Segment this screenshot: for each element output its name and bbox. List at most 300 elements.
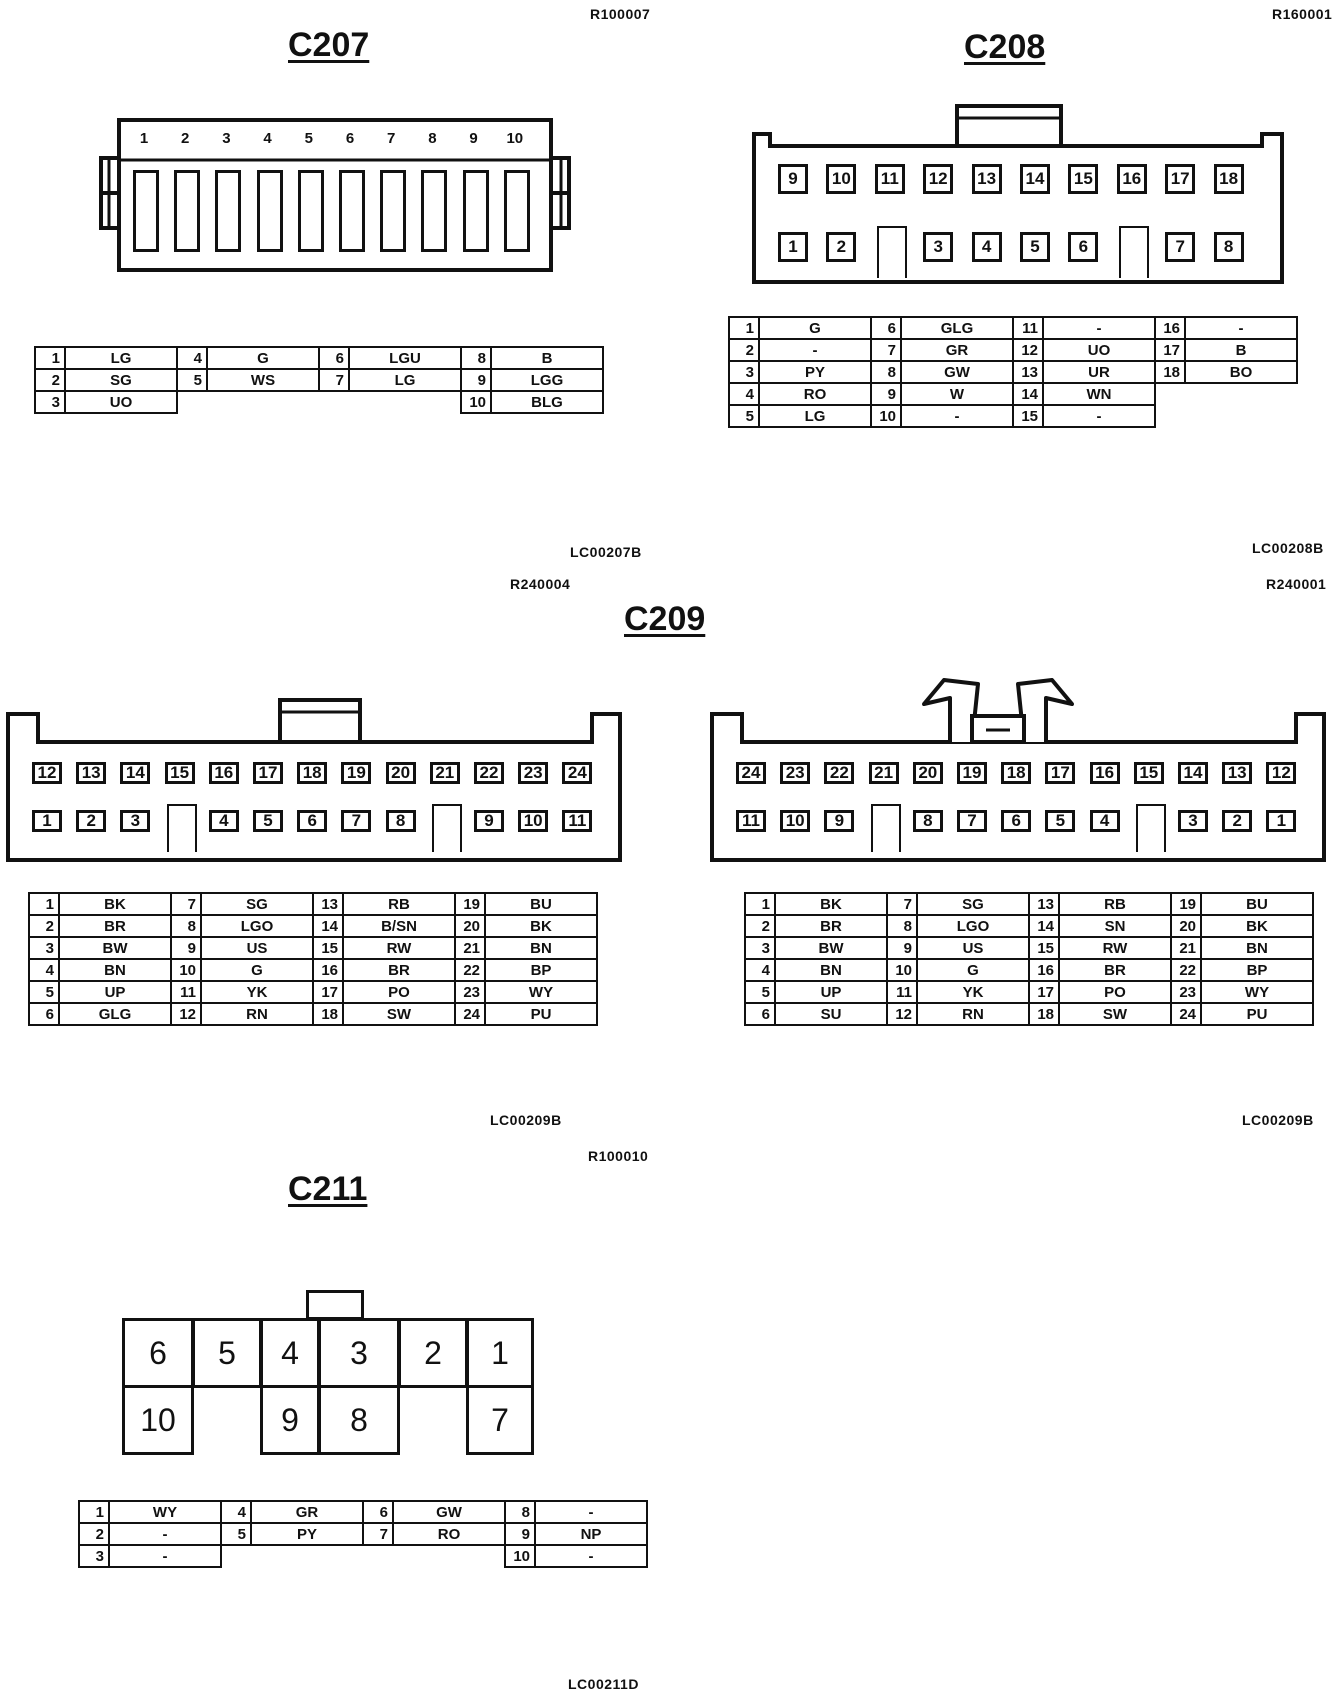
c207-pin-number: 7 <box>387 130 396 147</box>
c209-right-bottom-pin <box>736 810 766 832</box>
c209-right-top-pin-number: 15 <box>1136 764 1162 782</box>
c209-right-bottom-pin-number: 5 <box>1047 812 1073 830</box>
c207-pin-cell: 8 <box>461 347 491 369</box>
c209-right-top-pin-number: 17 <box>1047 764 1073 782</box>
c209-right-top-pin <box>1134 762 1164 784</box>
c207-pin-number: 9 <box>469 130 478 147</box>
c211-color-cell: NP <box>535 1523 647 1545</box>
c209-left-top-pin-number: 16 <box>211 764 237 782</box>
c207-slot <box>380 170 406 252</box>
c209-right-top-pin <box>780 762 810 784</box>
c207-pin-cell: 10 <box>461 391 491 413</box>
c209-left-top-pin <box>76 762 106 784</box>
c209-left-top-pin <box>474 762 504 784</box>
c208-pin-cell: 2 <box>729 339 759 361</box>
c207-pin-table <box>34 346 604 414</box>
c209-left-color-cell: BN <box>485 937 597 959</box>
c209-left-bottom-pin <box>120 810 150 832</box>
c207-pin-number: 6 <box>345 130 355 147</box>
c211-ref-bottom: LC00211D <box>568 1676 639 1692</box>
c208-bottom-pin <box>826 232 856 262</box>
c209-right-pin-table <box>744 892 1314 1026</box>
c209-left-pin-cell: 6 <box>29 1003 59 1025</box>
c207-connector <box>95 118 575 278</box>
c209-right-color-cell: SU <box>775 1003 887 1025</box>
c209-right-pin-cell: 5 <box>745 981 775 1003</box>
c209-left-color-cell: BN <box>59 959 171 981</box>
c208-color-cell: WN <box>1043 383 1155 405</box>
c208-ref-bottom: LC00208B <box>1252 540 1324 556</box>
c209-right-color-cell: BR <box>775 915 887 937</box>
c208-pin-cell: 18 <box>1155 361 1185 383</box>
c209-right-color-cell: SN <box>1059 915 1171 937</box>
c209-right-pin-cell: 17 <box>1029 981 1059 1003</box>
c211-pin-number: 4 <box>281 1334 299 1371</box>
c209-left-pin-table <box>28 892 598 1026</box>
c208-bottom-pin-number: 8 <box>1216 234 1242 260</box>
c209-left-pin-cell: 16 <box>313 959 343 981</box>
c207-row <box>35 369 603 391</box>
c208-top-pin-number: 13 <box>974 166 1000 192</box>
c207-color-cell <box>349 391 461 413</box>
c208-top-pin <box>1117 164 1147 194</box>
c211-pin-cell: 2 <box>79 1523 109 1545</box>
c209-right-top-pin <box>824 762 854 784</box>
c207-color-cell: BLG <box>491 391 603 413</box>
c211-pin <box>466 1385 534 1455</box>
c208-bottom-pin <box>972 232 1002 262</box>
c211-color-cell: RO <box>393 1523 505 1545</box>
c209-right-bottom-pin-number: 4 <box>1092 812 1118 830</box>
c211-pin <box>122 1385 194 1455</box>
c209-right-pin-cell: 18 <box>1029 1003 1059 1025</box>
c209-left-pin-cell: 15 <box>313 937 343 959</box>
c209-left-top-pin <box>209 762 239 784</box>
c208-pin-cell <box>1155 405 1185 427</box>
c209-right-pin-cell: 24 <box>1171 1003 1201 1025</box>
c209-right-top-pin-number: 21 <box>871 764 897 782</box>
c209-left-pin-cell: 13 <box>313 893 343 915</box>
c209-left-pin-cell: 12 <box>171 1003 201 1025</box>
c207-pin-number: 8 <box>428 130 437 147</box>
c211-pin <box>318 1318 400 1388</box>
c209-right-top-pin-number: 24 <box>738 764 764 782</box>
c207-slot <box>174 170 200 252</box>
c209-left-bottom-pin <box>297 810 327 832</box>
c209-right-color-cell: BN <box>1201 937 1313 959</box>
c209-left-color-cell: SW <box>343 1003 455 1025</box>
c211-pin <box>260 1318 320 1388</box>
c211-pin-table <box>78 1500 648 1568</box>
c211-pin-cell: 6 <box>363 1501 393 1523</box>
c209-left-top-pin <box>120 762 150 784</box>
c209-left-row <box>29 959 597 981</box>
c209-left-bottom-pin <box>253 810 283 832</box>
c209-right-pin-cell: 21 <box>1171 937 1201 959</box>
c209-right-color-cell: RB <box>1059 893 1171 915</box>
c208-pin-cell: 14 <box>1013 383 1043 405</box>
c209-right-top-pin <box>736 762 766 784</box>
c209-right-bottom-pin-number: 8 <box>915 812 941 830</box>
c207-pin-cell <box>177 391 207 413</box>
c209-right-pin-cell: 13 <box>1029 893 1059 915</box>
c209-left-bottom-pin <box>562 810 592 832</box>
c208-bottom-pin-number: 3 <box>925 234 951 260</box>
c209-right-pin-cell: 3 <box>745 937 775 959</box>
c209-left-pin-cell: 17 <box>313 981 343 1003</box>
c207-slot <box>257 170 283 252</box>
c209-left-top-pin-number: 15 <box>167 764 193 782</box>
c208-color-cell <box>1185 405 1297 427</box>
c209-right-bottom-pin <box>1001 810 1031 832</box>
c209-left-color-cell: SG <box>201 893 313 915</box>
c209-right-top-pin-number: 14 <box>1180 764 1206 782</box>
c209-left-top-pin <box>165 762 195 784</box>
c208-bottom-keyway <box>1119 226 1149 278</box>
c209-left-top-pin <box>562 762 592 784</box>
c208-color-cell: B <box>1185 339 1297 361</box>
c209-right-bottom-pin-number: 7 <box>959 812 985 830</box>
c208-pin-cell: 17 <box>1155 339 1185 361</box>
c209-left-bottom-keyway <box>432 804 462 852</box>
c209-left-color-cell: RB <box>343 893 455 915</box>
c211-connector <box>122 1290 542 1460</box>
c209-right-top-pin-number: 16 <box>1092 764 1118 782</box>
c209-right-color-cell: BW <box>775 937 887 959</box>
c209-left-bottom-pin <box>386 810 416 832</box>
c208-pin-cell: 16 <box>1155 317 1185 339</box>
c211-pin-number: 3 <box>350 1334 368 1371</box>
c208-top-pin-number: 14 <box>1022 166 1048 192</box>
c209-left-row <box>29 981 597 1003</box>
c209-left-bottom-pin-number: 5 <box>255 812 281 830</box>
c209-right-bottom-keyway <box>871 804 901 852</box>
c209-left-top-pin-number: 17 <box>255 764 281 782</box>
c211-row <box>79 1501 647 1523</box>
c208-top-pin-number: 10 <box>828 166 854 192</box>
c209-left-row <box>29 893 597 915</box>
c207-ref-bottom: LC00207B <box>570 544 642 560</box>
c211-pin-cell: 5 <box>221 1523 251 1545</box>
c209-left-ref-bottom: LC00209B <box>490 1112 562 1128</box>
c211-pin-cell: 9 <box>505 1523 535 1545</box>
c211-color-cell: PY <box>251 1523 363 1545</box>
c209-left-color-cell: PU <box>485 1003 597 1025</box>
c209-left-pin-cell: 10 <box>171 959 201 981</box>
c209-left-bottom-pin-number: 4 <box>211 812 237 830</box>
c207-slot <box>339 170 365 252</box>
c209-left-pin-cell: 20 <box>455 915 485 937</box>
c209-right-bottom-pin <box>913 810 943 832</box>
c209-right-color-cell: UP <box>775 981 887 1003</box>
c208-color-cell: G <box>759 317 871 339</box>
c209-left-pin-cell: 22 <box>455 959 485 981</box>
c209-left-top-pin <box>32 762 62 784</box>
c208-top-pin <box>972 164 1002 194</box>
c209-left-top-pin <box>341 762 371 784</box>
c208-color-cell: LG <box>759 405 871 427</box>
c208-bottom-pin <box>778 232 808 262</box>
c208-color-cell: - <box>759 339 871 361</box>
c208-top-pin <box>1165 164 1195 194</box>
c209-right-color-cell: SW <box>1059 1003 1171 1025</box>
c208-pin-cell: 6 <box>871 317 901 339</box>
c208-row <box>729 405 1297 427</box>
c208-bottom-pin-number: 2 <box>828 234 854 260</box>
c208-color-cell: - <box>1043 405 1155 427</box>
c209-right-bottom-pin <box>1222 810 1252 832</box>
c209-right-ref-top: R240001 <box>1266 576 1327 592</box>
c208-top-pin <box>1214 164 1244 194</box>
c209-left-color-cell: US <box>201 937 313 959</box>
c209-right-color-cell: BN <box>775 959 887 981</box>
c208-bottom-keyway <box>877 226 907 278</box>
c208-color-cell: - <box>1185 317 1297 339</box>
c208-row <box>729 361 1297 383</box>
c209-right-pin-cell: 10 <box>887 959 917 981</box>
c211-pin <box>466 1318 534 1388</box>
c208-color-cell: GW <box>901 361 1013 383</box>
c211-color-cell: GW <box>393 1501 505 1523</box>
c207-pin-cell: 5 <box>177 369 207 391</box>
c211-pin-number: 5 <box>218 1334 236 1371</box>
c209-right-top-pin-number: 19 <box>959 764 985 782</box>
c211-row <box>79 1523 647 1545</box>
c209-left-pin-cell: 24 <box>455 1003 485 1025</box>
c208-color-cell: PY <box>759 361 871 383</box>
c208-pin-cell <box>1155 383 1185 405</box>
c209-right-color-cell: SG <box>917 893 1029 915</box>
c211-pin <box>122 1318 194 1388</box>
c209-left-bottom-pin <box>518 810 548 832</box>
c209-right-pin-cell: 23 <box>1171 981 1201 1003</box>
c209-left-pin-cell: 21 <box>455 937 485 959</box>
c209-left-color-cell: G <box>201 959 313 981</box>
c208-pin-cell: 10 <box>871 405 901 427</box>
c211-color-cell <box>393 1545 505 1567</box>
c209-left-top-pin-number: 14 <box>122 764 148 782</box>
c209-right-top-pin <box>1090 762 1120 784</box>
c209-left-pin-cell: 14 <box>313 915 343 937</box>
c209-left-top-pin <box>430 762 460 784</box>
c209-left-pin-cell: 7 <box>171 893 201 915</box>
c209-left-color-cell: BR <box>59 915 171 937</box>
c211-pin-cell: 1 <box>79 1501 109 1523</box>
c209-right-pin-cell: 16 <box>1029 959 1059 981</box>
c209-left-pin-cell: 9 <box>171 937 201 959</box>
c207-pin-cell: 6 <box>319 347 349 369</box>
c208-color-cell: BO <box>1185 361 1297 383</box>
c211-color-cell: - <box>109 1523 221 1545</box>
c209-left-top-pin <box>253 762 283 784</box>
c209-left-bottom-pin-number: 11 <box>564 812 590 830</box>
c209-left-ref-top: R240004 <box>510 576 571 592</box>
c211-color-cell: - <box>535 1501 647 1523</box>
c209-right-top-pin <box>1001 762 1031 784</box>
c211-row <box>79 1545 647 1567</box>
c209-right-top-pin-number: 20 <box>915 764 941 782</box>
c209-left-color-cell: BU <box>485 893 597 915</box>
c208-bottom-pin <box>1165 232 1195 262</box>
c209-left-color-cell: BR <box>343 959 455 981</box>
c209-right-ref-bottom: LC00209B <box>1242 1112 1314 1128</box>
c209-right-pin-cell: 1 <box>745 893 775 915</box>
c209-right-color-cell: YK <box>917 981 1029 1003</box>
c207-color-cell: G <box>207 347 319 369</box>
c208-top-pin-number: 15 <box>1070 166 1096 192</box>
c208-title: C208 <box>964 28 1046 66</box>
c209-left-top-pin-number: 18 <box>299 764 325 782</box>
c208-connector <box>752 104 1286 286</box>
c209-title: C209 <box>624 600 706 638</box>
c209-right-color-cell: PU <box>1201 1003 1313 1025</box>
c208-pin-cell: 9 <box>871 383 901 405</box>
c209-left-top-pin <box>386 762 416 784</box>
c209-left-color-cell: GLG <box>59 1003 171 1025</box>
c207-color-cell: LGG <box>491 369 603 391</box>
c211-pin-number: 9 <box>281 1401 299 1438</box>
c208-top-pin <box>923 164 953 194</box>
c209-right-top-pin <box>869 762 899 784</box>
c208-bottom-pin-number: 4 <box>974 234 1000 260</box>
c207-slot <box>421 170 447 252</box>
c209-left-color-cell: BW <box>59 937 171 959</box>
c209-left-color-cell: B/SN <box>343 915 455 937</box>
c207-color-cell: B <box>491 347 603 369</box>
c208-pin-cell: 4 <box>729 383 759 405</box>
c211-color-cell: GR <box>251 1501 363 1523</box>
c209-left-color-cell: RN <box>201 1003 313 1025</box>
c209-left-bottom-pin <box>209 810 239 832</box>
c208-bottom-pin-number: 6 <box>1070 234 1096 260</box>
c208-top-pin-number: 9 <box>780 166 806 192</box>
c209-right-bottom-pin-number: 2 <box>1224 812 1250 830</box>
c211-pin-cell: 7 <box>363 1523 393 1545</box>
c209-left-pin-cell: 23 <box>455 981 485 1003</box>
c207-slot <box>504 170 530 252</box>
c208-pin-cell: 8 <box>871 361 901 383</box>
c208-color-cell: - <box>901 405 1013 427</box>
c211-color-cell: - <box>535 1545 647 1567</box>
c208-row <box>729 317 1297 339</box>
c208-bottom-pin-number: 7 <box>1167 234 1193 260</box>
c208-top-pin <box>826 164 856 194</box>
c209-left-bottom-pin-number: 7 <box>343 812 369 830</box>
c207-slot <box>298 170 324 252</box>
c209-left-color-cell: BP <box>485 959 597 981</box>
c208-top-pin-number: 18 <box>1216 166 1242 192</box>
c208-bottom-pin <box>1214 232 1244 262</box>
c211-ref-top: R100010 <box>588 1148 649 1164</box>
c209-right-pin-cell: 19 <box>1171 893 1201 915</box>
c209-right-bottom-pin <box>824 810 854 832</box>
c211-pin-cell: 3 <box>79 1545 109 1567</box>
c209-right-row <box>745 937 1313 959</box>
c209-left-row <box>29 1003 597 1025</box>
c209-left-pin-cell: 4 <box>29 959 59 981</box>
c211-pin <box>318 1385 400 1455</box>
c207-color-cell: LG <box>65 347 177 369</box>
c209-left-pin-cell: 1 <box>29 893 59 915</box>
c209-right-row <box>745 915 1313 937</box>
c207-pin-cell: 4 <box>177 347 207 369</box>
c207-color-cell <box>207 391 319 413</box>
c209-left-top-pin <box>518 762 548 784</box>
c207-pin-number: 4 <box>263 130 272 147</box>
c208-color-cell: UO <box>1043 339 1155 361</box>
c209-right-bottom-pin-number: 9 <box>826 812 852 830</box>
c209-left-color-cell: BK <box>485 915 597 937</box>
c209-right-bottom-pin-number: 1 <box>1268 812 1294 830</box>
c207-ref-top: R100007 <box>590 6 651 22</box>
c209-left-pin-cell: 8 <box>171 915 201 937</box>
c209-left-bottom-pin <box>341 810 371 832</box>
c209-left-row <box>29 937 597 959</box>
c208-top-pin <box>778 164 808 194</box>
c208-bottom-pin <box>1068 232 1098 262</box>
c209-right-bottom-pin-number: 10 <box>782 812 808 830</box>
c211-pin-cell: 4 <box>221 1501 251 1523</box>
c209-right-color-cell: BK <box>775 893 887 915</box>
c208-top-pin <box>1068 164 1098 194</box>
c209-right-bottom-pin-number: 6 <box>1003 812 1029 830</box>
c209-right-top-pin <box>1045 762 1075 784</box>
c208-pin-cell: 12 <box>1013 339 1043 361</box>
c211-pin-cell <box>363 1545 393 1567</box>
c209-right-pin-cell: 22 <box>1171 959 1201 981</box>
c207-pin-cell: 2 <box>35 369 65 391</box>
c209-right-top-pin <box>913 762 943 784</box>
c207-color-cell: LGU <box>349 347 461 369</box>
c209-left-top-pin-number: 20 <box>388 764 414 782</box>
c208-bottom-pin-number: 1 <box>780 234 806 260</box>
c208-top-pin-number: 16 <box>1119 166 1145 192</box>
c208-pin-cell: 15 <box>1013 405 1043 427</box>
c209-left-pin-cell: 19 <box>455 893 485 915</box>
c207-pin-number: 10 <box>506 130 524 147</box>
c209-left-color-cell: LGO <box>201 915 313 937</box>
c209-right-bottom-pin-number: 11 <box>738 812 764 830</box>
c207-color-cell: WS <box>207 369 319 391</box>
c208-color-cell <box>1185 383 1297 405</box>
c209-right-pin-cell: 4 <box>745 959 775 981</box>
c209-right-color-cell: LGO <box>917 915 1029 937</box>
c209-right-bottom-pin <box>780 810 810 832</box>
c209-left-color-cell: YK <box>201 981 313 1003</box>
c207-row <box>35 391 603 413</box>
c207-pin-number: 5 <box>304 130 313 147</box>
c209-right-pin-cell: 9 <box>887 937 917 959</box>
c209-left-color-cell: WY <box>485 981 597 1003</box>
c208-bottom-pin <box>1020 232 1050 262</box>
c209-right-top-pin-number: 13 <box>1224 764 1250 782</box>
c209-right-row <box>745 1003 1313 1025</box>
c208-pin-cell: 5 <box>729 405 759 427</box>
c209-right-pin-cell: 20 <box>1171 915 1201 937</box>
c209-left-bottom-pin-number: 10 <box>520 812 546 830</box>
c208-top-pin-number: 11 <box>877 166 903 192</box>
c209-right-row <box>745 893 1313 915</box>
c209-left-color-cell: UP <box>59 981 171 1003</box>
c209-right-color-cell: RN <box>917 1003 1029 1025</box>
c207-pin-cell: 7 <box>319 369 349 391</box>
c211-pin <box>192 1318 262 1388</box>
c209-right-color-cell: BP <box>1201 959 1313 981</box>
c209-right-bottom-pin <box>1045 810 1075 832</box>
c208-row <box>729 339 1297 361</box>
c208-pin-cell: 13 <box>1013 361 1043 383</box>
c208-color-cell: - <box>1043 317 1155 339</box>
